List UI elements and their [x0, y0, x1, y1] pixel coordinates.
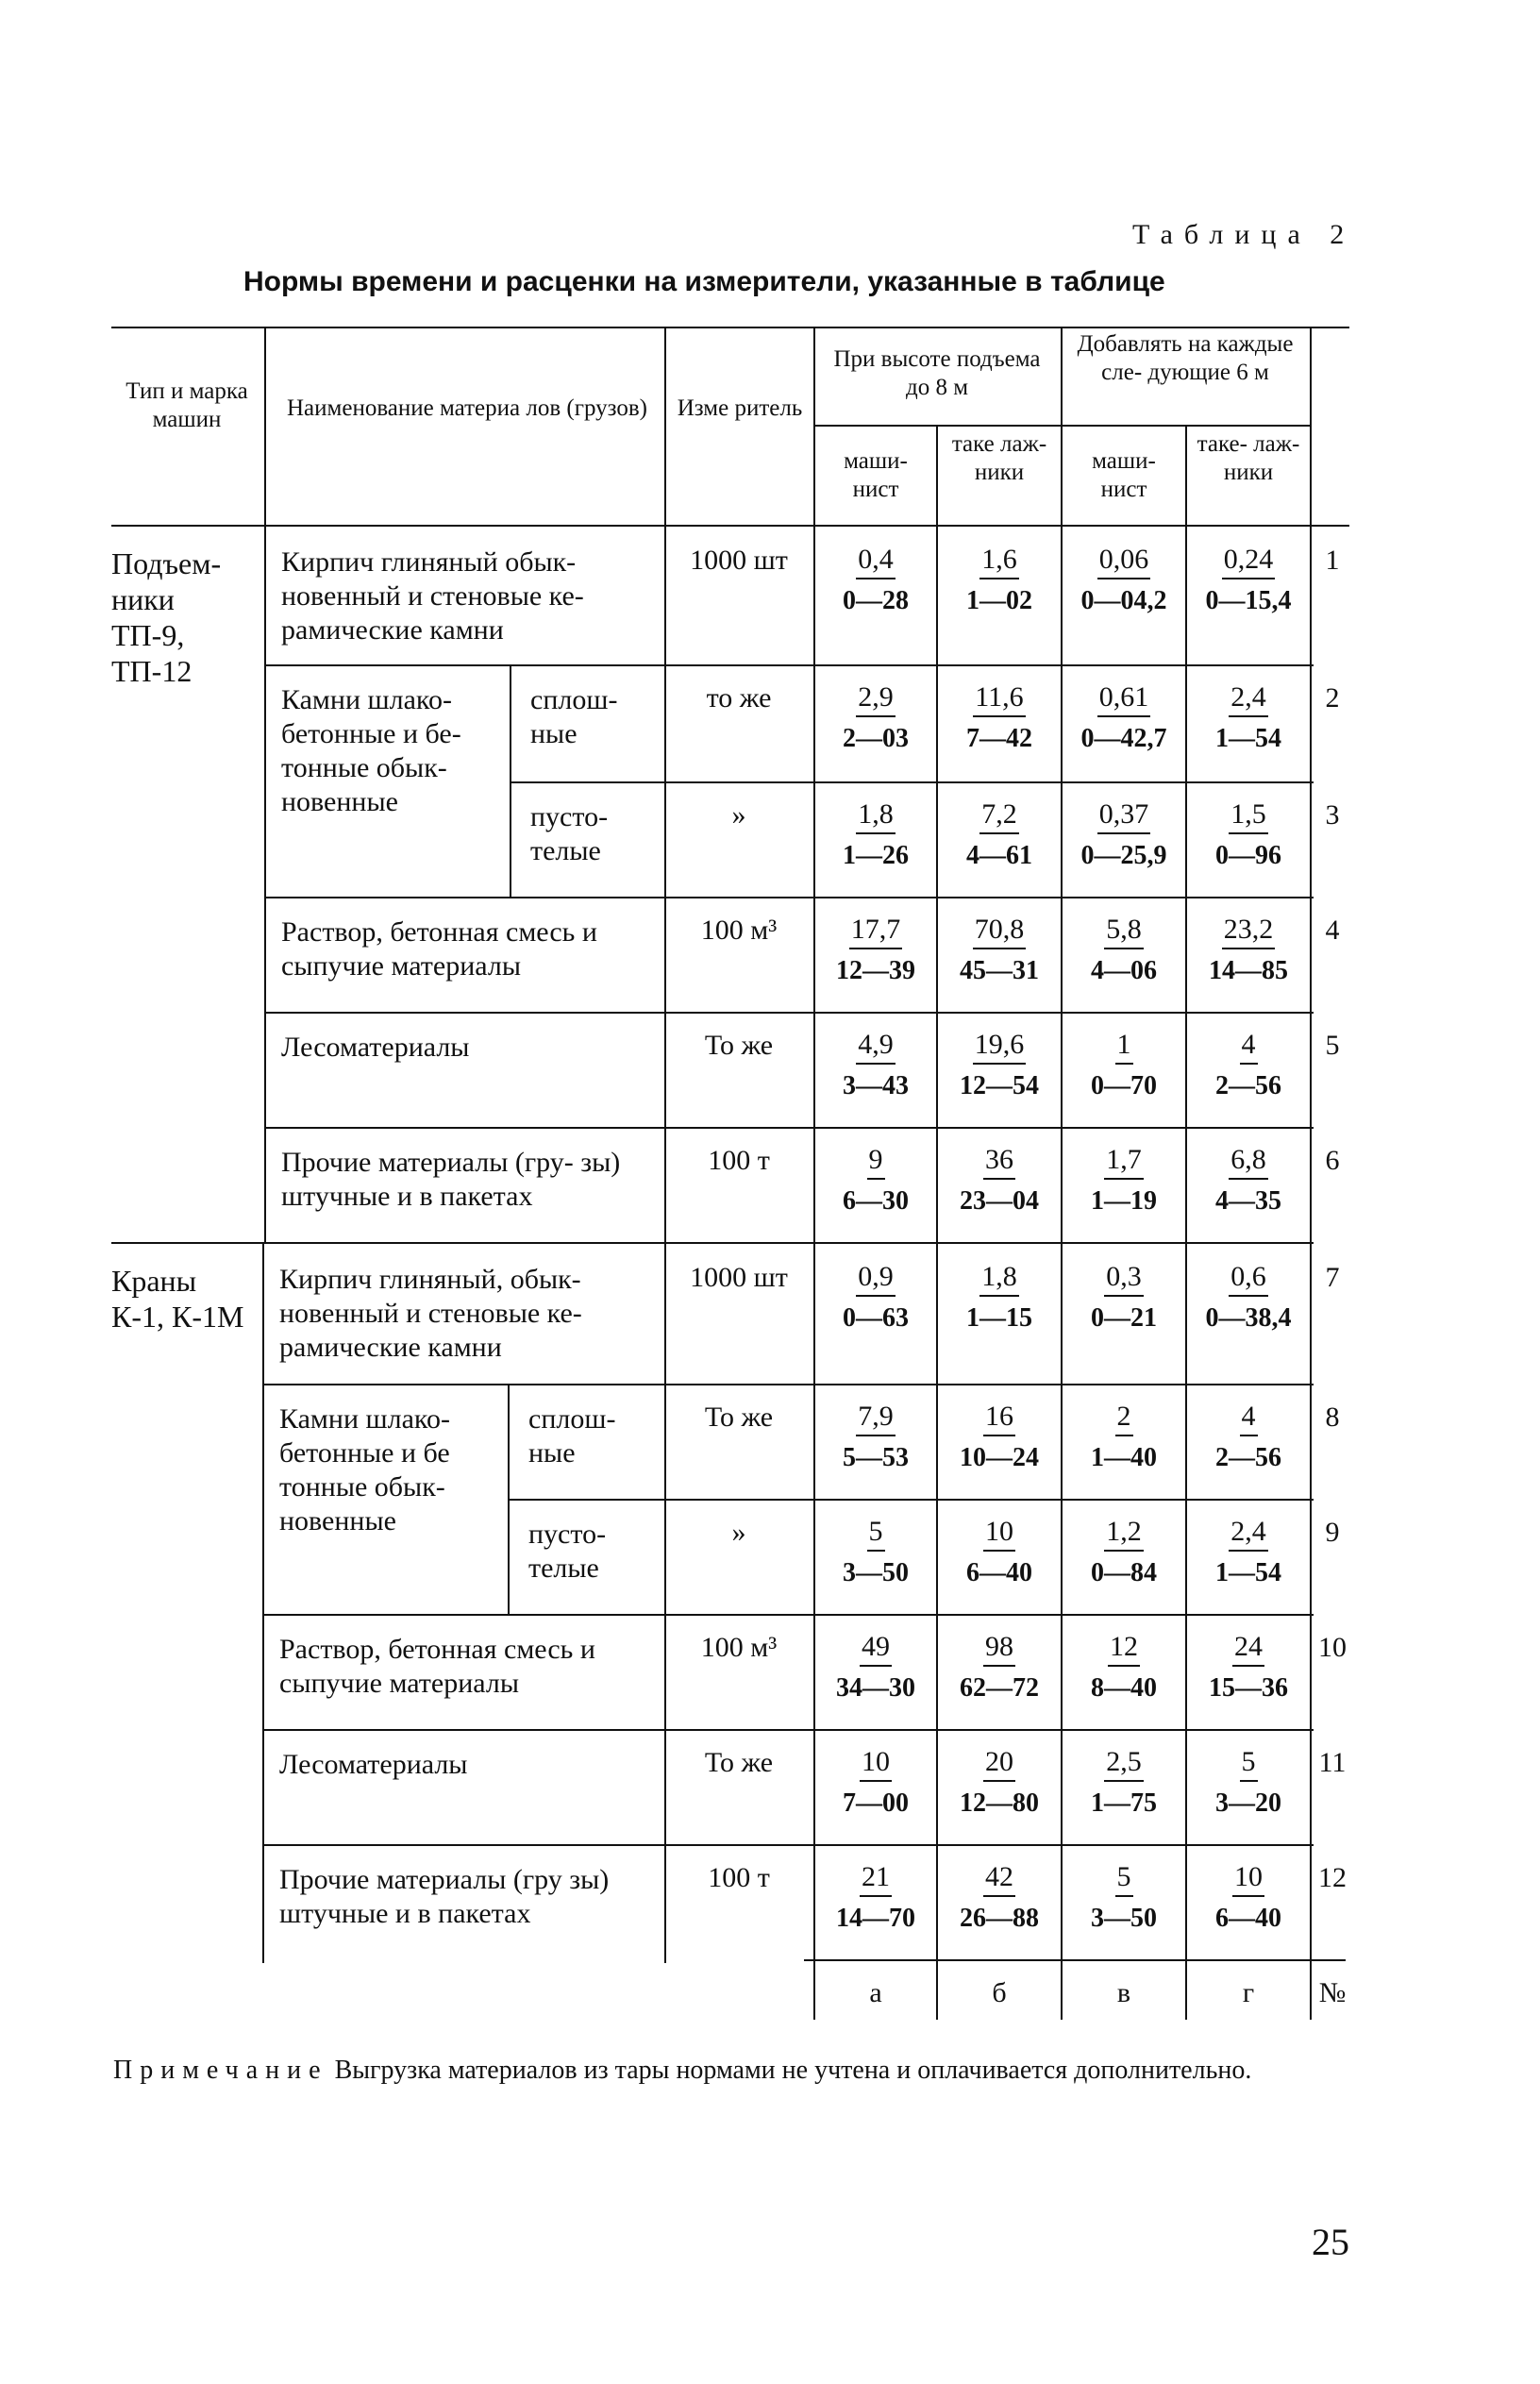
row-number: 8 — [1325, 1402, 1340, 1433]
rule — [508, 1384, 510, 1614]
material-cell: Кирпич глиняный, обык- новенный и стеновые ке- рамические камни — [279, 1264, 582, 1363]
column-letter: г — [1242, 1977, 1255, 2008]
value-price: 12—39 — [836, 956, 915, 985]
header-operator: маши- нист — [844, 448, 908, 502]
value-price: 2—56 — [1215, 1071, 1281, 1100]
value-norm: 5 — [867, 1516, 885, 1552]
value-cell — [817, 681, 934, 755]
value-norm: 5 — [1240, 1746, 1258, 1782]
rule — [264, 897, 1314, 898]
row-number: 5 — [1325, 1030, 1340, 1061]
value-price: 14—85 — [1209, 956, 1288, 985]
value-cell — [940, 1516, 1059, 1589]
row-number: 9 — [1325, 1517, 1340, 1548]
rule — [1061, 327, 1063, 2020]
value-cell — [1064, 1029, 1183, 1102]
value-price: 0—70 — [1091, 1071, 1157, 1100]
value-cell — [817, 914, 934, 987]
rule — [111, 327, 1349, 328]
value-price: 6—40 — [966, 1558, 1032, 1587]
value-price: 0—21 — [1091, 1303, 1157, 1333]
material-cell: Камни шлако- бетонные и бе тонные обык- новенные — [279, 1403, 450, 1536]
value-cell — [817, 1144, 934, 1217]
value-cell — [1064, 914, 1183, 987]
value-norm: 98 — [983, 1631, 1015, 1667]
material-cell: Кирпич глиняный обык- новенный и стеновые ке- рамические камни — [281, 546, 584, 646]
value-norm: 12 — [1108, 1631, 1140, 1667]
table-title: Нормы времени и расценки на измерители, указанные в таблице — [243, 266, 1165, 297]
value-norm: 23,2 — [1222, 914, 1276, 949]
value-cell — [1189, 1516, 1308, 1589]
value-price: 23—04 — [960, 1186, 1039, 1216]
value-cell — [817, 798, 934, 872]
value-norm: 7,2 — [979, 798, 1019, 834]
value-norm: 2,4 — [1229, 681, 1268, 717]
material-cell: Прочие материалы (гру зы) штучные и в пакетах — [279, 1864, 610, 1929]
value-price: 1—26 — [843, 841, 909, 870]
machine-group-label: Краны К-1, К-1М — [111, 1264, 244, 1334]
value-norm: 0,3 — [1104, 1261, 1144, 1297]
value-norm: 0,61 — [1097, 681, 1151, 717]
value-cell — [817, 1029, 934, 1102]
value-price: 1—19 — [1091, 1186, 1157, 1216]
value-norm: 10 — [860, 1746, 892, 1782]
value-norm: 9 — [867, 1144, 885, 1180]
rule — [1185, 425, 1187, 2020]
value-price: 4—35 — [1215, 1186, 1281, 1216]
subtype-cell: сплош- ные — [530, 684, 618, 749]
value-cell — [1189, 914, 1308, 987]
value-cell — [940, 1029, 1059, 1102]
value-norm: 1,6 — [979, 544, 1019, 579]
value-price: 0—38,4 — [1205, 1303, 1292, 1333]
value-price: 7—00 — [843, 1788, 909, 1818]
value-price: 0—96 — [1215, 841, 1281, 870]
value-cell — [940, 1144, 1059, 1217]
header-rigger: таке- лаж- ники — [1197, 431, 1300, 485]
rule — [813, 327, 815, 2020]
material-cell: Раствор, бетонная смесь и сыпучие материалы — [281, 916, 597, 982]
value-price: 34—30 — [836, 1673, 915, 1703]
value-price: 1—40 — [1091, 1443, 1157, 1472]
rule — [264, 1012, 1314, 1014]
value-price: 15—36 — [1209, 1673, 1288, 1703]
row-number: 10 — [1318, 1632, 1347, 1663]
row-number: 4 — [1325, 915, 1340, 946]
value-norm: 2 — [1115, 1401, 1133, 1436]
unit-cell: 100 т — [708, 1145, 770, 1176]
value-price: 1—54 — [1215, 1558, 1281, 1587]
rule — [262, 1844, 1314, 1846]
value-cell — [1189, 1029, 1308, 1102]
footnote — [113, 2054, 1359, 2088]
value-cell — [817, 1261, 934, 1335]
value-norm: 70,8 — [973, 914, 1027, 949]
footnote-text: Выгрузка материалов из тары нормами не учтена и оплачивается дополнительно. — [327, 2056, 1252, 2085]
unit-cell: 100 м³ — [700, 915, 778, 946]
value-price: 2—56 — [1215, 1443, 1281, 1472]
unit-cell: » — [731, 799, 746, 831]
value-cell — [817, 1631, 934, 1704]
value-norm: 4,9 — [856, 1029, 896, 1065]
rule — [262, 1614, 1314, 1616]
value-price: 1—54 — [1215, 724, 1281, 753]
value-norm: 17,7 — [849, 914, 903, 949]
rule — [264, 1127, 1314, 1129]
value-price: 3—50 — [843, 1558, 909, 1587]
value-norm: 4 — [1240, 1029, 1258, 1065]
unit-cell: » — [731, 1517, 746, 1548]
value-cell — [817, 1516, 934, 1589]
value-norm: 0,37 — [1097, 798, 1151, 834]
value-norm: 19,6 — [973, 1029, 1027, 1065]
value-norm: 1,8 — [979, 1261, 1019, 1297]
material-cell: Раствор, бетонная смесь и сыпучие материалы — [279, 1634, 595, 1699]
page-number: 25 — [1312, 2221, 1349, 2263]
material-cell: Прочие материалы (гру- зы) штучные и в пакетах — [281, 1147, 621, 1212]
value-norm: 2,4 — [1229, 1516, 1268, 1552]
value-norm: 6,8 — [1229, 1144, 1268, 1180]
value-cell — [940, 1746, 1059, 1820]
value-price: 0—42,7 — [1080, 724, 1167, 753]
value-norm: 11,6 — [973, 681, 1025, 717]
unit-cell: 100 м³ — [700, 1632, 778, 1663]
rule — [664, 327, 666, 1963]
value-cell — [1064, 544, 1183, 617]
rule — [262, 1729, 1314, 1731]
rule — [264, 327, 266, 1242]
value-cell — [1064, 1516, 1183, 1589]
value-cell — [1064, 1261, 1183, 1335]
value-norm: 0,6 — [1229, 1261, 1268, 1297]
value-cell — [940, 544, 1059, 617]
value-cell — [1064, 1746, 1183, 1820]
value-cell — [817, 544, 934, 617]
value-price: 1—02 — [966, 586, 1032, 615]
value-price: 0—84 — [1091, 1558, 1157, 1587]
value-price: 0—25,9 — [1080, 841, 1167, 870]
value-price: 8—40 — [1091, 1673, 1157, 1703]
unit-cell: То же — [704, 1402, 774, 1433]
value-price: 62—72 — [960, 1673, 1039, 1703]
value-price: 3—43 — [843, 1071, 909, 1100]
value-cell — [940, 914, 1059, 987]
subtype-cell: сплош- ные — [528, 1403, 616, 1469]
value-cell — [1189, 681, 1308, 755]
value-norm: 16 — [983, 1401, 1015, 1436]
value-norm: 1 — [1115, 1029, 1133, 1065]
value-price: 10—24 — [960, 1443, 1039, 1472]
value-norm: 0,06 — [1097, 544, 1151, 579]
value-price: 0—28 — [843, 586, 909, 615]
row-number: 6 — [1325, 1145, 1340, 1176]
value-price: 1—75 — [1091, 1788, 1157, 1818]
header-machine-type: Тип и марка машин — [126, 378, 248, 432]
value-price: 2—03 — [843, 724, 909, 753]
subtype-cell: пусто- телые — [530, 801, 609, 866]
rule — [508, 1499, 1314, 1501]
value-cell — [1189, 1746, 1308, 1820]
value-norm: 5 — [1115, 1861, 1133, 1897]
value-price: 0—15,4 — [1205, 586, 1292, 615]
value-cell — [1064, 1401, 1183, 1474]
value-norm: 49 — [860, 1631, 892, 1667]
row-number: 3 — [1325, 799, 1340, 831]
value-cell — [1189, 1401, 1308, 1474]
header-unit: Изме ритель — [677, 395, 803, 421]
material-cell: Лесоматериалы — [281, 1032, 470, 1063]
value-norm: 2,5 — [1104, 1746, 1144, 1782]
header-operator: маши- нист — [1092, 448, 1156, 502]
rule — [804, 1959, 1346, 1961]
header-height-group: При высоте подъема до 8 м — [833, 346, 1041, 400]
value-norm: 10 — [1232, 1861, 1264, 1897]
value-price: 45—31 — [960, 956, 1039, 985]
value-norm: 7,9 — [856, 1401, 896, 1436]
unit-cell: 100 т — [708, 1862, 770, 1893]
value-cell — [940, 1861, 1059, 1935]
value-price: 7—42 — [966, 724, 1032, 753]
value-norm: 1,5 — [1229, 798, 1268, 834]
value-norm: 0,24 — [1222, 544, 1276, 579]
footnote-label: Примечание — [113, 2056, 328, 2085]
header-material-name: Наименование материа лов (грузов) — [287, 395, 647, 421]
rule — [510, 781, 1314, 783]
machine-group-label: Подъем- ники ТП-9, ТП-12 — [111, 546, 222, 688]
value-cell — [817, 1401, 934, 1474]
unit-cell: То же — [704, 1747, 774, 1778]
value-cell — [1189, 1261, 1308, 1335]
value-norm: 4 — [1240, 1401, 1258, 1436]
value-cell — [1189, 798, 1308, 872]
material-cell: Лесоматериалы — [279, 1749, 468, 1780]
table-label: Таблица 2 — [1132, 219, 1356, 250]
value-norm: 1,8 — [856, 798, 896, 834]
header-add-group: Добавлять на каждые сле- дующие 6 м — [1077, 331, 1294, 385]
value-price: 5—53 — [843, 1443, 909, 1472]
value-cell — [940, 1261, 1059, 1335]
value-price: 4—61 — [966, 841, 1032, 870]
unit-cell: То же — [704, 1030, 774, 1061]
material-cell: Камни шлако- бетонные и бе- тонные обык- новенные — [281, 684, 461, 817]
value-cell — [1189, 1144, 1308, 1217]
rule — [264, 664, 1314, 666]
value-price: 12—80 — [960, 1788, 1039, 1818]
value-norm: 21 — [860, 1861, 892, 1897]
value-cell — [1189, 1631, 1308, 1704]
unit-cell: 1000 шт — [690, 1262, 788, 1293]
row-number: 12 — [1318, 1862, 1347, 1893]
value-price: 3—20 — [1215, 1788, 1281, 1818]
rule — [936, 425, 938, 2020]
value-cell — [940, 681, 1059, 755]
value-cell — [940, 1631, 1059, 1704]
value-cell — [940, 1401, 1059, 1474]
rule — [262, 1384, 1314, 1385]
row-number: 1 — [1325, 545, 1340, 576]
header-rigger: таке лаж- ники — [951, 431, 1047, 485]
unit-cell: 1000 шт — [690, 545, 788, 576]
value-cell — [940, 798, 1059, 872]
column-letter: в — [1116, 1977, 1131, 2008]
value-norm: 0,9 — [856, 1261, 896, 1297]
value-price: 1—15 — [966, 1303, 1032, 1333]
value-price: 6—40 — [1215, 1904, 1281, 1933]
value-norm: 0,4 — [856, 544, 896, 579]
row-number: 2 — [1325, 682, 1340, 714]
value-cell — [1064, 1631, 1183, 1704]
value-cell — [1064, 1144, 1183, 1217]
row-number: 11 — [1318, 1747, 1347, 1778]
value-norm: 2,9 — [856, 681, 896, 717]
value-price: 26—88 — [960, 1904, 1039, 1933]
value-price: 14—70 — [836, 1904, 915, 1933]
rule — [1310, 327, 1312, 2020]
value-cell — [1189, 1861, 1308, 1935]
column-letter: б — [992, 1977, 1007, 2008]
value-norm: 1,7 — [1104, 1144, 1144, 1180]
rule — [262, 1242, 264, 1963]
value-cell — [1189, 544, 1308, 617]
subtype-cell: пусто- телые — [528, 1519, 607, 1584]
value-norm: 36 — [983, 1144, 1015, 1180]
column-letter: а — [869, 1977, 882, 2008]
value-cell — [817, 1746, 934, 1820]
value-norm: 24 — [1232, 1631, 1264, 1667]
value-price: 4—06 — [1091, 956, 1157, 985]
unit-cell: то же — [706, 682, 772, 714]
value-cell — [1064, 798, 1183, 872]
row-number: 7 — [1325, 1262, 1340, 1293]
value-price: 12—54 — [960, 1071, 1039, 1100]
value-cell — [1064, 1861, 1183, 1935]
value-norm: 42 — [983, 1861, 1015, 1897]
rule — [111, 525, 1349, 527]
value-norm: 10 — [983, 1516, 1015, 1552]
value-cell — [817, 1861, 934, 1935]
rule — [510, 664, 511, 897]
value-price: 0—04,2 — [1080, 586, 1167, 615]
value-norm: 5,8 — [1104, 914, 1144, 949]
value-norm: 20 — [983, 1746, 1015, 1782]
value-price: 6—30 — [843, 1186, 909, 1216]
value-price: 3—50 — [1091, 1904, 1157, 1933]
value-cell — [1064, 681, 1183, 755]
value-price: 0—63 — [843, 1303, 909, 1333]
column-letter: № — [1318, 1977, 1347, 2008]
value-norm: 1,2 — [1104, 1516, 1144, 1552]
rule — [111, 1242, 1314, 1244]
